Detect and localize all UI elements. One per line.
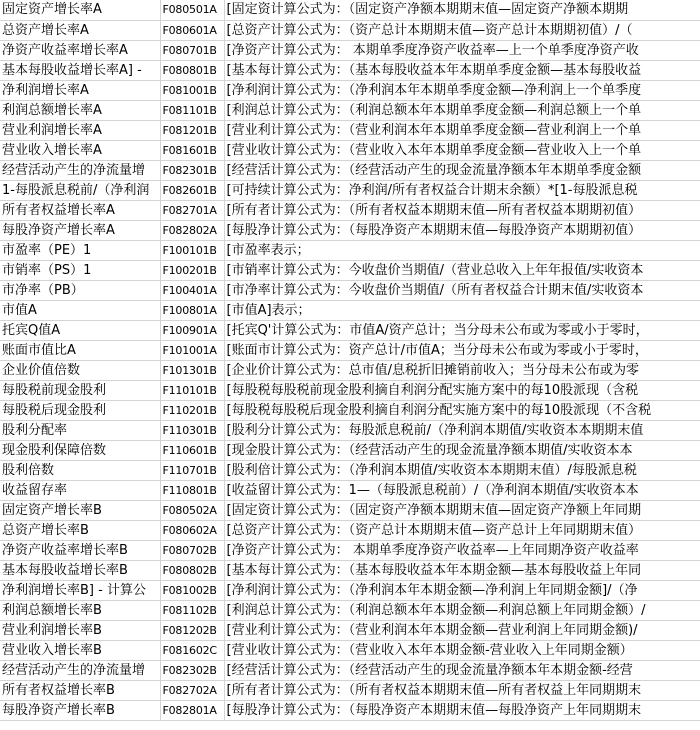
- indicator-name-cell[interactable]: 营业利润增长率B: [0, 620, 160, 640]
- indicator-name-cell[interactable]: 营业利润增长率A: [0, 120, 160, 140]
- table-row: [0, 640, 700, 660]
- indicator-name-cell[interactable]: 账面市值比A: [0, 340, 160, 360]
- table-row: [0, 460, 700, 480]
- table-row: [0, 20, 700, 40]
- indicator-code-cell[interactable]: F081001B: [160, 80, 224, 100]
- indicator-code-cell[interactable]: F080502A: [160, 500, 224, 520]
- indicator-code-cell[interactable]: F082702A: [160, 680, 224, 700]
- indicator-code-cell[interactable]: F082301B: [160, 160, 224, 180]
- indicator-code-cell[interactable]: F080802B: [160, 560, 224, 580]
- table-row: [0, 360, 700, 380]
- table-row: [0, 540, 700, 560]
- table-row: [0, 700, 700, 720]
- formula-cell[interactable]: [经营活计算公式为：（经营活动产生的现金流量净额本年本期金额-经营: [224, 660, 700, 680]
- indicator-code-cell[interactable]: F110201B: [160, 400, 224, 420]
- indicator-name-cell[interactable]: 市值A: [0, 300, 160, 320]
- indicator-name-cell[interactable]: 所有者权益增长率A: [0, 200, 160, 220]
- table-row: [0, 220, 700, 240]
- formula-cell[interactable]: [现金股计算公式为：（经营活动产生的现金流量净额本期值/实收资本本: [224, 440, 700, 460]
- table-row: [0, 580, 700, 600]
- table-row: [0, 480, 700, 500]
- table-row: [0, 0, 700, 20]
- indicator-name-cell[interactable]: 基本每股收益增长率A] -: [0, 60, 160, 80]
- table-row: [0, 440, 700, 460]
- indicator-name-cell[interactable]: 利润总额增长率B: [0, 600, 160, 620]
- indicator-name-cell[interactable]: 市盈率（PE）1: [0, 240, 160, 260]
- indicator-code-cell[interactable]: F082302B: [160, 660, 224, 680]
- formula-cell[interactable]: [净利润计算公式为：（净利润本年本期单季度金额—净利润上一个单季度: [224, 80, 700, 100]
- table-row: [0, 500, 700, 520]
- indicator-code-cell[interactable]: F081102B: [160, 600, 224, 620]
- table-row: [0, 600, 700, 620]
- formula-cell[interactable]: [所有者计算公式为：（所有者权益本期期末值—所有者权益本期期初值）: [224, 200, 700, 220]
- table-row: [0, 160, 700, 180]
- table-row: [0, 380, 700, 400]
- indicator-code-cell[interactable]: F081601B: [160, 140, 224, 160]
- formula-cell[interactable]: [营业收计算公式为：（营业收入本年本期金额-营业收入上年同期金额）: [224, 640, 700, 660]
- table-row: [0, 260, 700, 280]
- table-row: [0, 280, 700, 300]
- indicator-code-cell[interactable]: F080702B: [160, 540, 224, 560]
- indicator-code-cell[interactable]: F082601B: [160, 180, 224, 200]
- indicator-name-cell[interactable]: 每股税前现金股利: [0, 380, 160, 400]
- table-row: [0, 660, 700, 680]
- formula-cell[interactable]: [每股净计算公式为：（每股净资产本期期末值—每股净资产本期期初值）: [224, 220, 700, 240]
- formula-cell[interactable]: [账面市计算公式为：资产总计/市值A；当分母未公布或为零或小于零时，: [224, 340, 700, 360]
- indicator-code-cell[interactable]: F110301B: [160, 420, 224, 440]
- table-row: [0, 400, 700, 420]
- formula-cell[interactable]: [固定资计算公式为：（固定资产净额本期期末值—固定资产净额上年同期: [224, 500, 700, 520]
- formula-cell[interactable]: [可持续计算公式为：净利润/所有者权益合计期末余额）*[1-每股派息税: [224, 180, 700, 200]
- table-row: [0, 680, 700, 700]
- indicator-name-cell[interactable]: 企业价值倍数: [0, 360, 160, 380]
- indicator-code-cell[interactable]: F081602C: [160, 640, 224, 660]
- table-row: [0, 140, 700, 160]
- table-row: [0, 180, 700, 200]
- indicator-code-cell[interactable]: F101001A: [160, 340, 224, 360]
- formula-cell[interactable]: [每股税每股税后现金股利摘自利润分配实施方案中的每10股派现（不含税: [224, 400, 700, 420]
- indicator-name-cell[interactable]: 净资产收益率增长率A: [0, 40, 160, 60]
- indicator-name-cell[interactable]: 总资产增长率B: [0, 520, 160, 540]
- indicator-code-cell[interactable]: F101301B: [160, 360, 224, 380]
- indicator-code-cell[interactable]: F100801A: [160, 300, 224, 320]
- indicator-name-cell[interactable]: 每股净资产增长率B: [0, 700, 160, 720]
- formula-cell[interactable]: [市值A]表示；: [224, 300, 700, 320]
- formula-cell[interactable]: [市销率计算公式为：今收盘价当期值/（营业总收入上年年报值/实收资本: [224, 260, 700, 280]
- indicator-name-cell[interactable]: 现金股利保障倍数: [0, 440, 160, 460]
- formula-cell[interactable]: [营业收计算公式为：（营业收入本年本期单季度金额—营业收入上一个单: [224, 140, 700, 160]
- table-row: [0, 340, 700, 360]
- indicator-code-cell[interactable]: F080801B: [160, 60, 224, 80]
- formula-cell[interactable]: [利润总计算公式为：（利润总额本年本期单季度金额—利润总额上一个单: [224, 100, 700, 120]
- indicator-code-cell[interactable]: F082701A: [160, 200, 224, 220]
- indicator-name-cell[interactable]: 股利倍数: [0, 460, 160, 480]
- indicator-name-cell[interactable]: 营业收入增长率B: [0, 640, 160, 660]
- indicator-name-cell[interactable]: 每股税后现金股利: [0, 400, 160, 420]
- indicator-code-cell[interactable]: F100401A: [160, 280, 224, 300]
- table-row: [0, 560, 700, 580]
- table-row: [0, 420, 700, 440]
- formula-cell[interactable]: [总资产计算公式为：（资产总计本期期末值—资产总计本期期初值）/（: [224, 20, 700, 40]
- table-row: [0, 100, 700, 120]
- formula-cell[interactable]: [托宾Q'计算公式为：市值A/资产总计；当分母未公布或为零或小于零时，: [224, 320, 700, 340]
- indicator-code-cell[interactable]: F081101B: [160, 100, 224, 120]
- indicator-name-cell[interactable]: 净资产收益率增长率B: [0, 540, 160, 560]
- formula-cell[interactable]: [净资产计算公式为： 本期单季度净资产收益率—上一个单季度净资产收: [224, 40, 700, 60]
- indicator-code-cell[interactable]: F080701B: [160, 40, 224, 60]
- formula-cell[interactable]: [基本每计算公式为：（基本每股收益本年本期金额—基本每股收益上年同: [224, 560, 700, 580]
- formula-cell[interactable]: [营业利计算公式为：（营业利润本年本期金额—营业利润上年同期金额)/: [224, 620, 700, 640]
- table-row: [0, 320, 700, 340]
- indicator-name-cell[interactable]: 固定资产增长率B: [0, 500, 160, 520]
- indicator-code-cell[interactable]: F081202B: [160, 620, 224, 640]
- formula-cell[interactable]: [每股净计算公式为：（每股净资产本期期末值—每股净资产上年同期期末: [224, 700, 700, 720]
- table-row: [0, 300, 700, 320]
- indicator-code-cell[interactable]: F110701B: [160, 460, 224, 480]
- formula-cell[interactable]: [固定资计算公式为：（固定资产净额本期期末值—固定资产净额本期期: [224, 0, 700, 20]
- indicator-name-cell[interactable]: 收益留存率: [0, 480, 160, 500]
- formula-cell[interactable]: [基本每计算公式为：（基本每股收益本年本期单季度金额—基本每股收益: [224, 60, 700, 80]
- indicator-code-cell[interactable]: F100101B: [160, 240, 224, 260]
- indicator-name-cell[interactable]: 固定资产增长率A: [0, 0, 160, 20]
- indicator-code-cell[interactable]: F100901A: [160, 320, 224, 340]
- formula-cell[interactable]: [股利分计算公式为：每股派息税前/（净利润本期值/实收资本本期期末值: [224, 420, 700, 440]
- indicator-name-cell[interactable]: 经营活动产生的净流量增: [0, 660, 160, 680]
- formula-cell[interactable]: [营业利计算公式为：（营业利润本年本期单季度金额—营业利润上一个单: [224, 120, 700, 140]
- indicator-name-cell[interactable]: 总资产增长率A: [0, 20, 160, 40]
- indicator-name-cell[interactable]: 经营活动产生的净流量增: [0, 160, 160, 180]
- indicator-name-cell[interactable]: 每股净资产增长率A: [0, 220, 160, 240]
- indicator-code-cell[interactable]: F082801A: [160, 700, 224, 720]
- indicator-code-cell[interactable]: F080602A: [160, 520, 224, 540]
- formula-cell[interactable]: [净资产计算公式为： 本期单季度净资产收益率—上年同期净资产收益率: [224, 540, 700, 560]
- indicator-code-cell[interactable]: F080501A: [160, 0, 224, 20]
- indicator-code-cell[interactable]: F080601A: [160, 20, 224, 40]
- indicator-code-cell[interactable]: F110601B: [160, 440, 224, 460]
- formula-cell[interactable]: [收益留计算公式为：1—（每股派息税前）/（净利润本期值/实收资本本: [224, 480, 700, 500]
- table-row: [0, 60, 700, 80]
- formula-cell[interactable]: [每股税每股税前现金股利摘自利润分配实施方案中的每10股派现（含税: [224, 380, 700, 400]
- indicator-code-cell[interactable]: F100201B: [160, 260, 224, 280]
- formula-cell[interactable]: [净利润计算公式为：（净利润本年本期金额—净利润上年同期金额]/（净: [224, 580, 700, 600]
- indicator-name-cell[interactable]: 基本每股收益增长率B: [0, 560, 160, 580]
- table-row: [0, 120, 700, 140]
- formula-cell[interactable]: [利润总计算公式为：（利润总额本年本期金额—利润总额上年同期金额）/: [224, 600, 700, 620]
- indicator-name-cell[interactable]: 利润总额增长率A: [0, 100, 160, 120]
- indicator-name-cell[interactable]: 市净率（PB）: [0, 280, 160, 300]
- indicator-name-cell[interactable]: 所有者权益增长率B: [0, 680, 160, 700]
- formula-cell[interactable]: [企业价计算公式为：总市值/息税折旧摊销前收入；当分母未公布或为零: [224, 360, 700, 380]
- table-row: [0, 620, 700, 640]
- formula-cell[interactable]: [股利倍计算公式为：（净利润本期值/实收资本本期期末值）/每股派息税: [224, 460, 700, 480]
- indicator-name-cell[interactable]: 营业收入增长率A: [0, 140, 160, 160]
- indicator-name-cell[interactable]: 市销率（PS）1: [0, 260, 160, 280]
- formula-cell[interactable]: [总资产计算公式为：（资产总计本期期末值—资产总计上年同期期末值）: [224, 520, 700, 540]
- indicator-name-cell[interactable]: 1-每股派息税前/（净利润: [0, 180, 160, 200]
- table-row: [0, 240, 700, 260]
- indicator-code-cell[interactable]: F110801B: [160, 480, 224, 500]
- indicator-name-cell[interactable]: 股利分配率: [0, 420, 160, 440]
- indicator-name-cell[interactable]: 托宾Q值A: [0, 320, 160, 340]
- table-row: [0, 520, 700, 540]
- table-row: [0, 200, 700, 220]
- formula-cell[interactable]: [经营活计算公式为：（经营活动产生的现金流量净额本年本期单季度金额: [224, 160, 700, 180]
- formula-cell[interactable]: [市净率计算公式为：今收盘价当期值/（所有者权益合计期末值/实收资本: [224, 280, 700, 300]
- indicator-name-cell[interactable]: 净利润增长率A: [0, 80, 160, 100]
- formula-cell[interactable]: [市盈率表示；: [224, 240, 700, 260]
- indicator-code-cell[interactable]: F081002B: [160, 580, 224, 600]
- indicator-code-cell[interactable]: F081201B: [160, 120, 224, 140]
- table-row: [0, 40, 700, 60]
- table-row: [0, 80, 700, 100]
- formula-cell[interactable]: [所有者计算公式为：（所有者权益本期期末值—所有者权益上年同期期末: [224, 680, 700, 700]
- indicator-code-cell[interactable]: F082802A: [160, 220, 224, 240]
- indicator-name-cell[interactable]: 净利润增长率B] - 计算公: [0, 580, 160, 600]
- indicator-code-cell[interactable]: F110101B: [160, 380, 224, 400]
